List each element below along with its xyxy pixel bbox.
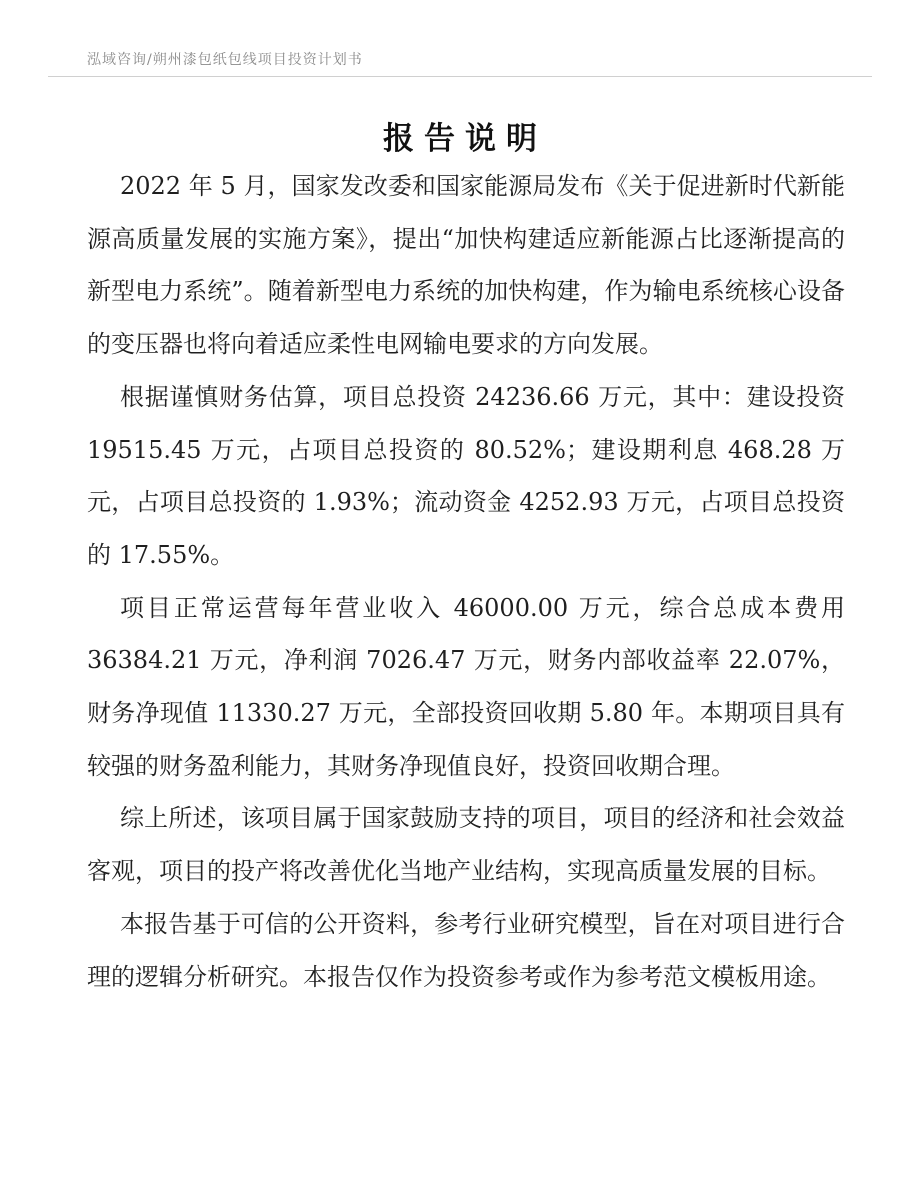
page-title: 报告说明 <box>383 121 547 157</box>
document-header <box>48 0 872 77</box>
paragraph-policy-background: 2022 年 5 月，国家发改委和国家能源局发布《关于促进新时代新能源高质量发展的实施方案》，提出“加快构建适应新能源占比逐渐提高的新型电力系统”。随着新型电力系统的加快构建，作为输电系统核心设备的变压器也将向着适应柔性电网输电要求的方向发展。 <box>87 172 845 359</box>
paragraph-total-investment: 根据谨慎财务估算，项目总投资 24236.66 万元，其中：建设投资 19515.45 万元，占项目总投资的 80.52%；建设期利息 468.28 万元，占项目总投资的 1.93%；流动资金 4252.93 万元，占项目总投资的 17.55%。 <box>87 382 845 569</box>
header-text: 泓域咨询/朔州漆包纸包线项目投资计划书 <box>87 52 363 68</box>
paragraph-operating-financials: 项目正常运营每年营业收入 46000.00 万元，综合总成本费用 36384.21 万元，净利润 7026.47 万元，财务内部收益率 22.07%，财务净现值 11330.27 万元，全部投资回收期 5.80 年。本期项目具有较强的财务盈利能力，其财务净现值良好，投资回收期合理。 <box>87 593 845 780</box>
paragraph-conclusion: 综上所述，该项目属于国家鼓励支持的项目，项目的经济和社会效益客观，项目的投产将改善优化当地产业结构，实现高质量发展的目标。 <box>87 804 845 886</box>
document-body <box>87 160 845 1003</box>
paragraph-disclaimer: 本报告基于可信的公开资料，参考行业研究模型，旨在对项目进行合理的逻辑分析研究。本报告仅作为投资参考或作为参考范文模板用途。 <box>87 909 845 991</box>
